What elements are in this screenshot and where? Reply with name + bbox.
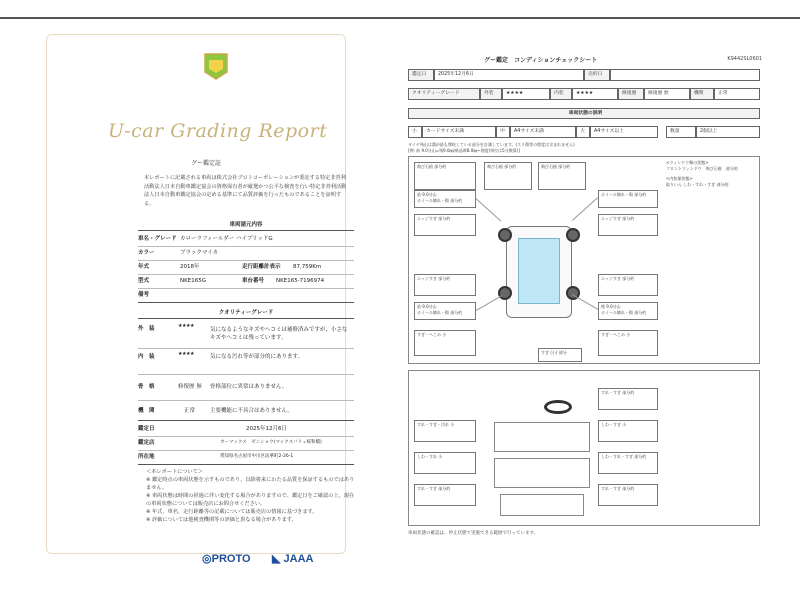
proto-logo: ◎PROTO <box>202 553 251 565</box>
notes-title: ＜本レポートについて＞ <box>146 469 203 475</box>
address-row <box>138 450 354 464</box>
interior-box: すれ・すぎ 部分的 <box>598 388 658 410</box>
divider <box>138 420 354 421</box>
count-label: 数量 <box>666 126 696 138</box>
remarks-row <box>138 288 149 302</box>
vehicle-name-label: 車名・グレード <box>138 236 177 242</box>
damage-box: エッジすぎ 部分的 <box>414 214 476 236</box>
damage-box: 飛び石痕 部分的 <box>538 162 586 190</box>
interior-row <box>138 350 354 364</box>
repair-label: 修復歴 <box>618 88 644 100</box>
damage-box: すぎ・へこみ 小 <box>598 330 658 356</box>
cargo-diagram <box>500 494 584 516</box>
report-title: U-car Grading Report <box>108 120 328 142</box>
damage-box: 飛び石痕 部分的 <box>484 162 532 190</box>
int-label: 内装 <box>550 88 572 100</box>
count-value: 2個以上 <box>696 126 760 138</box>
note-item: ※ 評価については他検査機関等の評価と異なる場合があります。 <box>146 517 297 523</box>
damage-box: 後 9.0分山 ホイール擦れ・傷 部分的 <box>598 302 658 320</box>
damage-box: すぎ (小) 部分 <box>538 348 582 362</box>
date-row <box>138 422 354 436</box>
mech-label: 機関 <box>690 88 714 100</box>
size-mid-desc: A4サイズ未満 <box>510 126 576 138</box>
year-value: 2018年 <box>180 264 200 270</box>
damage-box: エッジすぎ 部分的 <box>414 274 476 296</box>
sheet-code: K9442SL0601 <box>727 56 762 62</box>
store-value: カーマックス ゼンショウ(マックスバリュ桜和橋) <box>220 440 322 445</box>
mechanics-text: 主要機能に不具合はありません。 <box>210 408 293 414</box>
mech-value: 正常 <box>714 88 760 100</box>
intro-text: 本レポートに記載される車両は株式会社プロトコーポレーションが委託する特定非営利活動法人日本自動車鑑定協会の資格保有者が厳選かつ公平な検査を行い特定非営利活動法人日本自動車鑑定協会の定める基準にて品質評価を行ったものであることを証明する。 <box>144 175 347 207</box>
damage-box: エッジすぎ 部分的 <box>598 274 658 296</box>
steering-wheel-icon <box>544 400 572 414</box>
chassis-label: 車台番号 <box>242 278 265 284</box>
divider <box>138 230 354 231</box>
note-item: ※ 車両状態は時間の経過に伴い変化する場合がありますので、鑑定日をご確認の上、現在の車両状態については販売店にお問合せください。 <box>146 493 355 507</box>
section-vehicle: 車両諸元内容 <box>229 222 263 228</box>
interior-box: しわ・すれ・すぎ 部分的 <box>598 452 658 474</box>
interior-stars: ★★★★ <box>178 351 194 357</box>
cert-label: グー鑑定証 <box>190 160 221 167</box>
interior-box: すれ・すぎ・汚れ 小 <box>414 420 476 442</box>
section-quality: クオリティーグレード <box>218 310 274 316</box>
sale-value <box>610 69 760 81</box>
window-note <box>666 160 756 188</box>
divider <box>138 318 354 319</box>
exterior-stars: ★★★★ <box>178 323 194 329</box>
desc-title: 車両状態の説明 <box>408 108 760 119</box>
ext-stars: ★★★★ <box>502 88 550 100</box>
seat-diagram <box>494 458 590 488</box>
size-small-desc: カードサイズ未満 <box>422 126 496 138</box>
chassis-value: NKE165-7196974 <box>276 278 325 284</box>
mileage-value: 87,759Km <box>293 264 322 270</box>
color-label: カラー <box>138 250 155 256</box>
exterior-label: 外 装 <box>138 326 155 332</box>
sale-label: 売約日 <box>584 69 610 81</box>
legend-line: タイヤ残山は溝が最も摩耗している部分を計測しています。(スリ傷等の程度は含まれません) <box>408 142 575 147</box>
damage-box: ホイール擦れ・傷 部分的 <box>598 190 658 208</box>
legend <box>408 142 648 154</box>
frame-value: 修復歴 無 <box>178 384 202 390</box>
divider <box>138 400 354 401</box>
sheet-footer: 車両状態の確認は、停止状態で実施できる範囲で行っています。 <box>408 531 539 536</box>
interior-box: すれ・すぎ 部分的 <box>414 484 476 506</box>
year-label: 年式 <box>138 264 150 270</box>
size-small: 小 <box>408 126 422 138</box>
interior-box: しわ・すれ 小 <box>414 452 476 474</box>
store-label: 鑑定店 <box>138 440 155 446</box>
note-item: ※ 年式、車名、走行距離等の記載については販売店の情報に基づきます。 <box>146 509 318 515</box>
car-cabin <box>518 238 560 304</box>
ext-label: 外装 <box>480 88 502 100</box>
wheel-icon <box>498 286 512 300</box>
date-value: 2025年12月6日 <box>246 426 287 432</box>
interior-note-title: <内装保状態> <box>666 176 693 181</box>
interior-note-text: 取りいん しわ・すれ・すぎ 部分的 <box>666 182 729 187</box>
sheet-title: グー鑑定 コンディションチェックシート <box>484 57 598 64</box>
goo-badge-icon <box>203 52 229 80</box>
interior-box: しわ・すぎ 小 <box>598 420 658 442</box>
vehicle-name-value: カローラフィールダー ハイブリッドG <box>180 236 273 242</box>
report-notes <box>146 468 356 524</box>
damage-box: エッジすぎ 部分的 <box>598 214 658 236</box>
grade-label: クオリティーグレード <box>408 88 480 100</box>
interior-box: すれ・すぎ 部分的 <box>598 484 658 506</box>
exterior-row <box>138 322 354 346</box>
divider <box>138 246 354 247</box>
color-row <box>138 246 219 260</box>
model-value: NKE165G <box>180 278 206 284</box>
color-value: ブラックマイカ <box>180 250 219 256</box>
mechanics-value: 正常 <box>184 408 196 414</box>
wheel-icon <box>566 228 580 242</box>
grading-report-page <box>46 34 355 565</box>
note-item: ※ 鑑定時点の車両状態を示すものであり、以降将来にわたる品質を保証するものではありません。 <box>146 477 355 491</box>
address-value: 愛知県名古屋市中川区法華町2-26-1 <box>220 454 294 459</box>
date-label: 鑑定日 <box>408 69 434 81</box>
repair-value: 修復歴 無 <box>644 88 690 100</box>
condition-sheet-page <box>404 48 762 548</box>
remarks-label: 備考 <box>138 292 150 298</box>
size-mid: 中 <box>496 126 510 138</box>
divider <box>138 288 354 289</box>
year-row <box>138 260 354 274</box>
interior-text: 気になる汚れ等が部分的にあります。 <box>210 354 304 360</box>
frame-text: 骨格部位に異常はありません。 <box>210 384 288 390</box>
interior-label: 内 装 <box>138 354 155 360</box>
damage-box: すぎ・へこみ 小 <box>414 330 476 356</box>
model-label: 型式 <box>138 278 150 284</box>
date-label: 鑑定日 <box>138 426 155 432</box>
jaaa-logo: ◣ JAAA <box>272 553 314 565</box>
frame-label: 骨 格 <box>138 384 155 390</box>
divider <box>138 348 354 349</box>
window-note-title: <ウィンドウ類の状態> <box>666 160 709 165</box>
date-value: 2025年12月6日 <box>434 69 584 81</box>
seat-diagram <box>494 422 590 452</box>
store-row <box>138 436 354 450</box>
damage-box: 前 9.0分山 ホイール擦れ・傷 部分的 <box>414 190 476 208</box>
exterior-text: 気になるようなキズやヘコミは補修済みですが、小さなキズやヘコミは残っています。 <box>210 327 348 341</box>
vehicle-name-row <box>138 232 273 246</box>
mechanics-label: 機 関 <box>138 408 155 414</box>
address-label: 所在地 <box>138 454 155 460</box>
int-stars: ★★★★ <box>572 88 618 100</box>
damage-box: 飛び石痕 部分的 <box>414 162 476 190</box>
model-row <box>138 274 354 288</box>
divider <box>138 302 354 303</box>
wheel-icon <box>498 228 512 242</box>
size-large-desc: A4サイズ以上 <box>590 126 658 138</box>
window-note-text: フロントウィンドウ 飛び石痕 部分的 <box>666 166 738 171</box>
mileage-label: 走行距離計表示 <box>242 264 281 270</box>
frame-row <box>138 380 354 394</box>
damage-box: 前 9.0分山 ホイール擦れ・傷 部分的 <box>414 302 476 320</box>
divider <box>138 374 354 375</box>
mechanics-row <box>138 404 354 418</box>
top-border <box>0 17 800 19</box>
divider <box>138 464 354 465</box>
size-large: 大 <box>576 126 590 138</box>
legend-line: [例: 前 9.0分山=残9.0㎜/新品時8.0㎜~理度(単位は5分換算)] <box>408 148 520 153</box>
